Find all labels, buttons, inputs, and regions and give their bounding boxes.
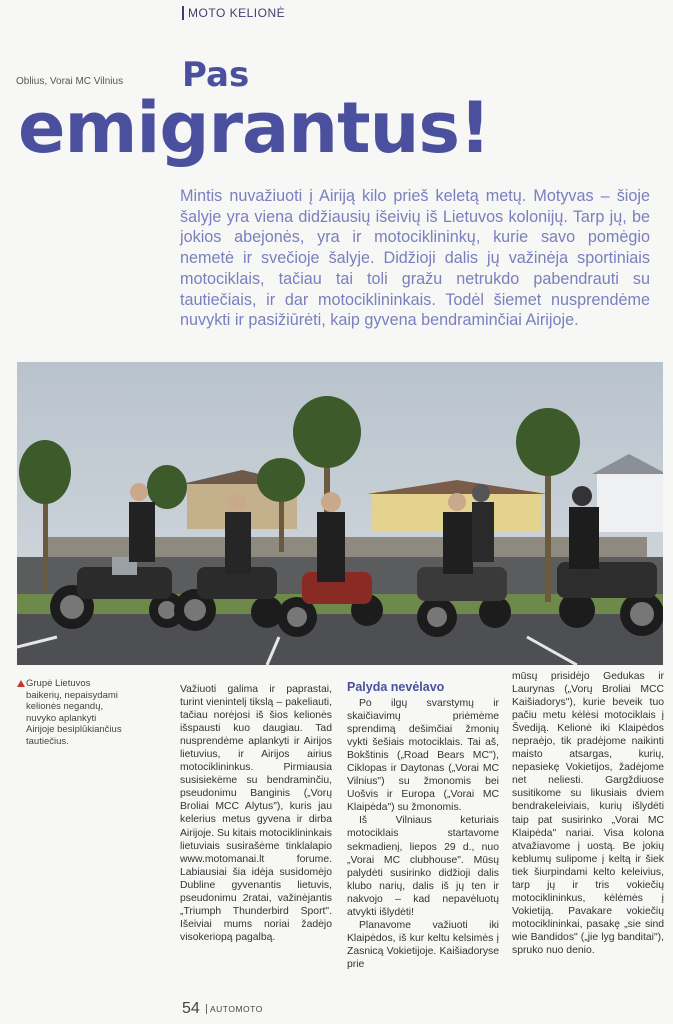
caption-marker-icon bbox=[17, 680, 25, 687]
article-column-3 bbox=[512, 670, 664, 957]
column3-paragraph: mūsų prisidėjo Gedukas ir Laurynas („Vorų Broliai MCC Kaišiadorys"), kurie beveik tuo pačiu metu kėlėsi motociklais į Švediją. Kelionė iki Klaipėdos nepraėjo, tik pradėjome naikinti maisto atsargas, kurių, nepasiekę Vokietijos, žadėjome net neliesti. Gargždiuose susitikome su likusiais dviem bendrakeleiviais, kurių išlydėti taip pat susirinko „Vorai MC Klaipėda" nariai. Visa kolona atvažiavome į uostą. Be jokių keblumų sulipome į keltą ir šiek tiek šiurpindami kelto keleivius, tarp jų ir tris vokiečių motociklininkus, kėlėmės į Vokietiją. Pavakare vokiečių motociklininkai, pasakę „sie sind wie Bandidos" („jie lyg banditai"), spruko nuo denio. bbox=[512, 671, 664, 956]
article-column-2 bbox=[347, 697, 499, 971]
article-column-1 bbox=[180, 683, 332, 944]
column2-paragraph: Iš Vilniaus keturiais motociklais startavome sekmadienį, liepos 29 d., nuo „Vorai MC clubhouse". Mūsų palydėti susirinko didžioji dalis klubo narių, dalis iš jų ten ir nakvojo – kad nepavėluotų atvykti išlydėti! bbox=[347, 815, 499, 918]
group-photo bbox=[17, 362, 663, 665]
magazine-name: AUTOMOTO bbox=[206, 1004, 263, 1014]
column2-paragraph: Planavome važiuoti iki Klaipėdos, iš kur keltu kelsimės į Zasnicą Vokietijoje. Kaišiadoryse prie bbox=[347, 919, 499, 970]
byline: Oblius, Vorai MC Vilnius bbox=[16, 76, 124, 87]
column2-paragraph: Po ilgų svarstymų ir skaičiavimų priėmėme sprendimą dešimčiai žmonių vykti šešiais motociklais. Tai aš, Bokštinis („Road Bears MC"), Ciklopas ir Daytonas („Vorai MC Vilnius") su žmonomis bei Uošvis ir Europa („Vorai MC Klaipėda") su žmonomis. bbox=[347, 698, 499, 814]
page-number: 54 bbox=[182, 1000, 200, 1017]
title-line1: Pas bbox=[182, 55, 250, 95]
lead-paragraph: Mintis nuvažiuoti į Airiją kilo prieš keletą metų. Motyvas – šioje šalyje yra viena didžiausių išeivių iš Lietuvos kolonijų. Tarp jų, be jokios abejonės, yra ir motociklininkų, kurie savo pomėgio nemetė ir svečioje šalyje. Didžioji dalis jų važinėja sportiniais motociklais, tačiau tai toli gražu netrukdo pabendrauti su tautiečiais, ir dar motociklininkais. Todėl šiemet nusprendėme nuvykti ir pasižiūrėti, kaip gyvena bendraminčiai Airijoje. bbox=[180, 187, 650, 330]
photo-caption: Grupė Lietuvos baikerių, nepaisydami kelionės negandų, nuvyko aplankyti Airijoje besiplūkiančius tautiečius. bbox=[26, 678, 122, 747]
section-heading: Palyda nevėlavo bbox=[347, 680, 445, 694]
section-tag: MOTO KELIONĖ bbox=[182, 6, 285, 20]
column1-paragraph: Važiuoti galima ir paprastai, turint vienintelį tikslą – pakeliauti, tačiau norėjosi iš šios kelionės išspausti kuo daugiau. Tad nusprendėme aplankyti ir Airijos lietuvius, ir Airijos airius motociklininkus. Pirmiausia susisiekėme su bendraminčiu, pseudonimu Banginis („Vorų Broliai MCC Alytus"), kuris jau kelerius metus gyvena ir dirba Airijoje. Su kitais motociklininkais lietuviais susirašėme tinklalapio www.motomanai.lt forume. Labiausiai šia idėja susidomėjo Dubline gyvenantis lietuvis, pseudonimu 2ratai, važinėjantis „Triumph Thunderbird Sport". Išeiviai mums noriai žadėjo visokeriopą pagalbą. bbox=[180, 684, 332, 943]
title-line2: emigrantus! bbox=[18, 87, 490, 169]
